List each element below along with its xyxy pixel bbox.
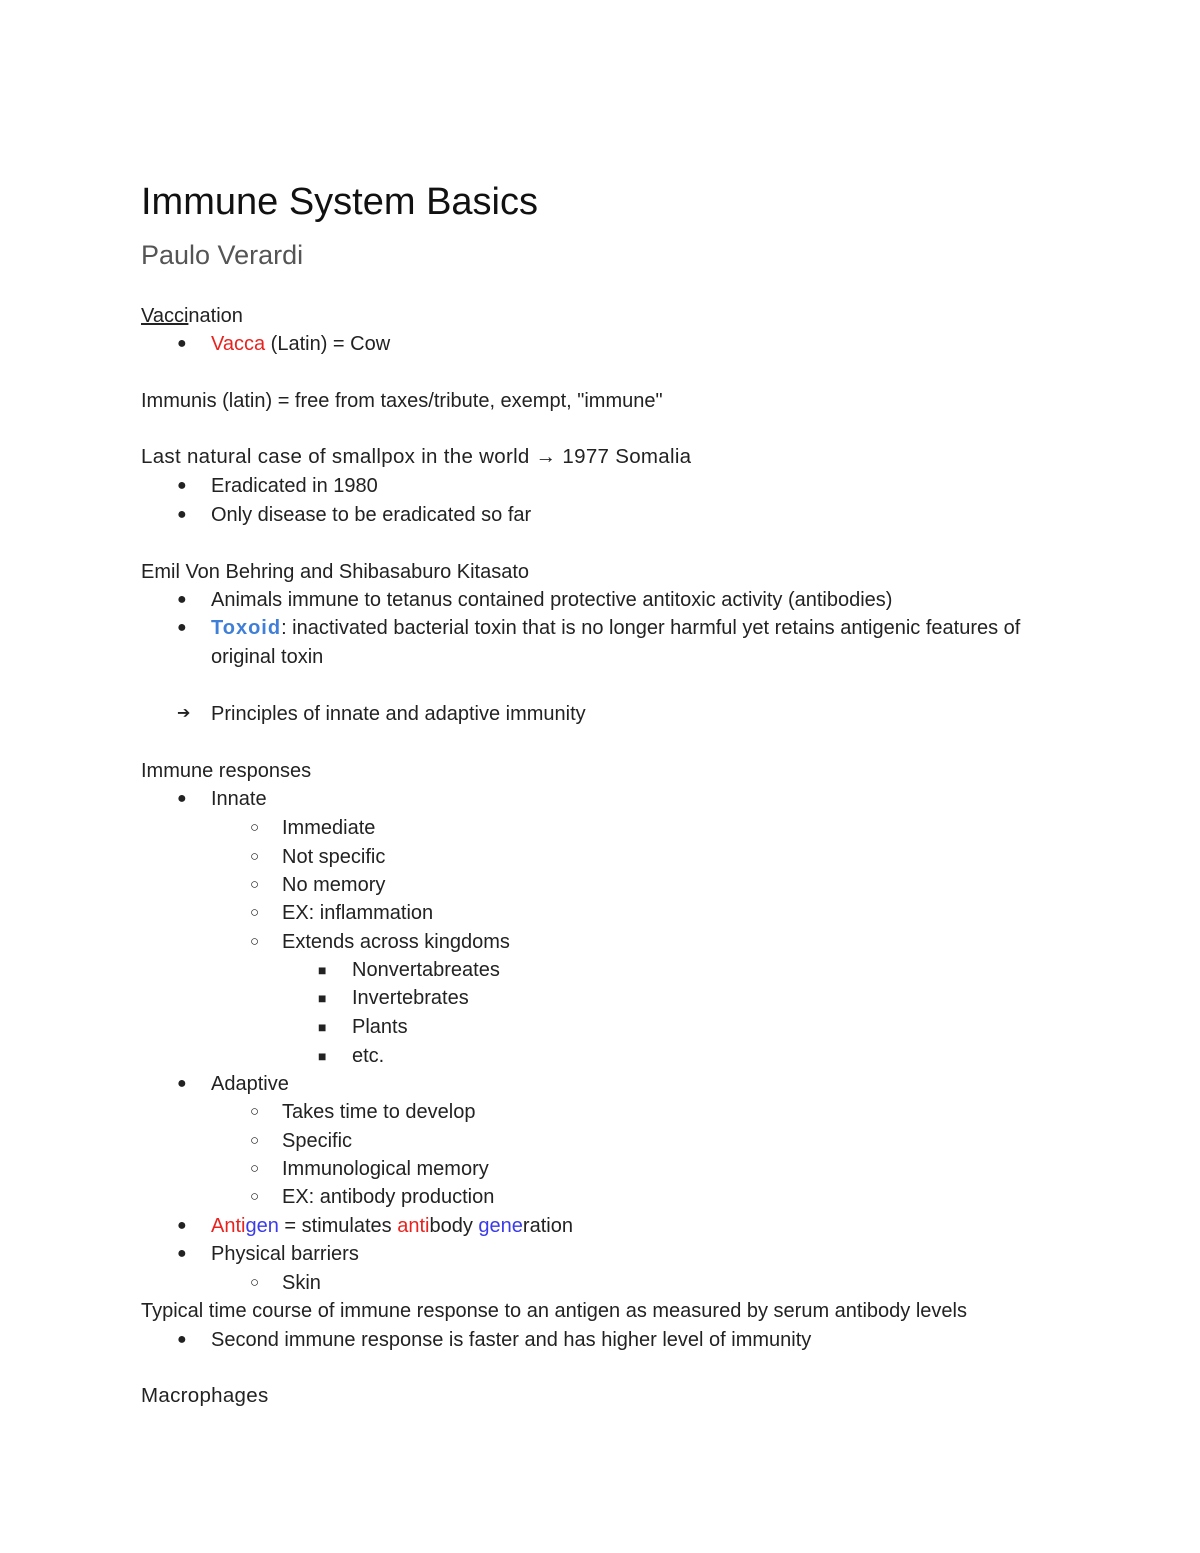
list-item	[177, 700, 586, 728]
bullet-circle-icon: ○	[250, 1274, 260, 1291]
list-item-text: No memory	[282, 874, 386, 896]
list-item-text: Animals immune to tetanus contained protective antitoxic activity (antibodies)	[211, 589, 893, 611]
generation-gene: gene	[478, 1215, 523, 1237]
list-item	[250, 1269, 321, 1297]
list-item	[318, 984, 469, 1012]
antigen-anti: Anti	[211, 1215, 246, 1237]
bullet-circle-icon: ○	[250, 876, 260, 893]
heading-time-course: Typical time course of immune response to an antigen as measured by serum antibody levels	[141, 1300, 967, 1322]
list-item	[250, 871, 386, 899]
antigen-gen: gen	[245, 1215, 279, 1237]
bullet-disc-icon: ●	[177, 591, 187, 608]
list-item-text: Principles of innate and adaptive immunity	[211, 703, 586, 725]
list-item-text: Eradicated in 1980	[211, 475, 378, 497]
list-item	[318, 1013, 408, 1041]
list-item-text: Extends across kingdoms	[282, 931, 510, 953]
list-item-toxoid	[177, 614, 1081, 672]
bullet-square-icon: ■	[318, 1019, 327, 1035]
heading-underlined-part: Vacci	[141, 305, 189, 327]
antibody-anti: anti	[397, 1215, 430, 1237]
list-item-text: Immediate	[282, 817, 376, 839]
list-item	[177, 586, 893, 614]
list-item-text: Invertebrates	[352, 987, 469, 1009]
bullet-circle-icon: ○	[250, 848, 260, 865]
list-item	[177, 501, 532, 529]
bullet-square-icon: ■	[318, 990, 327, 1006]
heading-immune-responses: Immune responses	[141, 760, 312, 782]
list-item-text: Takes time to develop	[282, 1101, 476, 1123]
list-item	[318, 956, 500, 984]
bullet-disc-icon: ●	[177, 790, 187, 807]
heading-vaccination	[141, 302, 243, 330]
list-item-text: Plants	[352, 1016, 408, 1038]
list-item	[177, 1240, 359, 1268]
bullet-disc-icon: ●	[177, 1217, 187, 1234]
bullet-disc-icon: ●	[177, 1245, 187, 1262]
list-item-text: Immunological memory	[282, 1158, 489, 1180]
list-item	[250, 1127, 353, 1155]
list-item	[177, 785, 267, 813]
list-item	[250, 899, 434, 927]
list-item-text: Physical barriers	[211, 1243, 359, 1265]
document-title: Immune System Basics	[141, 181, 538, 223]
bullet-disc-icon: ●	[177, 506, 187, 523]
list-item	[177, 472, 378, 500]
bullet-disc-icon: ●	[177, 1075, 187, 1092]
list-item	[250, 928, 510, 956]
list-item-text: EX: antibody production	[282, 1186, 495, 1208]
heading-behring: Emil Von Behring and Shibasaburo Kitasato	[141, 561, 530, 583]
bullet-disc-icon: ●	[177, 1331, 187, 1348]
term-toxoid: Toxoid	[211, 617, 282, 639]
list-item-text: Adaptive	[211, 1073, 289, 1095]
antigen-eq: = stimulates	[278, 1215, 398, 1237]
list-item	[177, 1326, 812, 1354]
term-toxoid-def: : inactivated bacterial toxin that is no longer harmful yet retains antigenic features of original toxin	[211, 617, 1021, 668]
bullet-circle-icon: ○	[250, 1160, 260, 1177]
document-author: Paulo Verardi	[141, 240, 304, 270]
list-item	[177, 1070, 289, 1098]
list-item	[250, 1155, 489, 1183]
list-item	[177, 330, 391, 358]
heading-smallpox: Last natural case of smallpox in the world → 1977 Somalia	[141, 445, 692, 468]
list-item	[250, 1183, 495, 1211]
list-item	[250, 814, 376, 842]
antibody-body: body	[429, 1215, 479, 1237]
bullet-circle-icon: ○	[250, 1132, 260, 1149]
list-item-text: Not specific	[282, 846, 386, 868]
list-item	[318, 1042, 385, 1070]
bullet-circle-icon: ○	[250, 904, 260, 921]
list-item-text: Second immune response is faster and has higher level of immunity	[211, 1329, 812, 1351]
bullet-circle-icon: ○	[250, 1103, 260, 1120]
bullet-circle-icon: ○	[250, 819, 260, 836]
list-item	[250, 843, 386, 871]
list-item-text: Only disease to be eradicated so far	[211, 504, 532, 526]
list-item-text: etc.	[352, 1045, 385, 1067]
list-item-text: Nonvertabreates	[352, 959, 500, 981]
list-item	[250, 1098, 476, 1126]
list-item-text: Skin	[282, 1272, 321, 1294]
bullet-circle-icon: ○	[250, 933, 260, 950]
bullet-disc-icon: ●	[177, 619, 187, 636]
list-item-antigen	[177, 1212, 573, 1240]
list-item-text: EX: inflammation	[282, 902, 434, 924]
arrow-right-icon: ➔	[177, 705, 191, 722]
bullet-circle-icon: ○	[250, 1188, 260, 1205]
bullet-disc-icon: ●	[177, 335, 187, 352]
term-vacca-def: (Latin) = Cow	[265, 333, 391, 355]
heading-macrophages: Macrophages	[141, 1384, 269, 1407]
bullet-square-icon: ■	[318, 962, 327, 978]
list-item-text: Innate	[211, 788, 267, 810]
bullet-square-icon: ■	[318, 1048, 327, 1064]
immunis-line: Immunis (latin) = free from taxes/tribute, exempt, "immune"	[141, 390, 663, 412]
generation-ration: ration	[522, 1215, 573, 1237]
bullet-disc-icon: ●	[177, 477, 187, 494]
term-vacca: Vacca	[211, 333, 266, 355]
heading-rest-part: nation	[188, 305, 243, 327]
list-item-text: Specific	[282, 1130, 353, 1152]
